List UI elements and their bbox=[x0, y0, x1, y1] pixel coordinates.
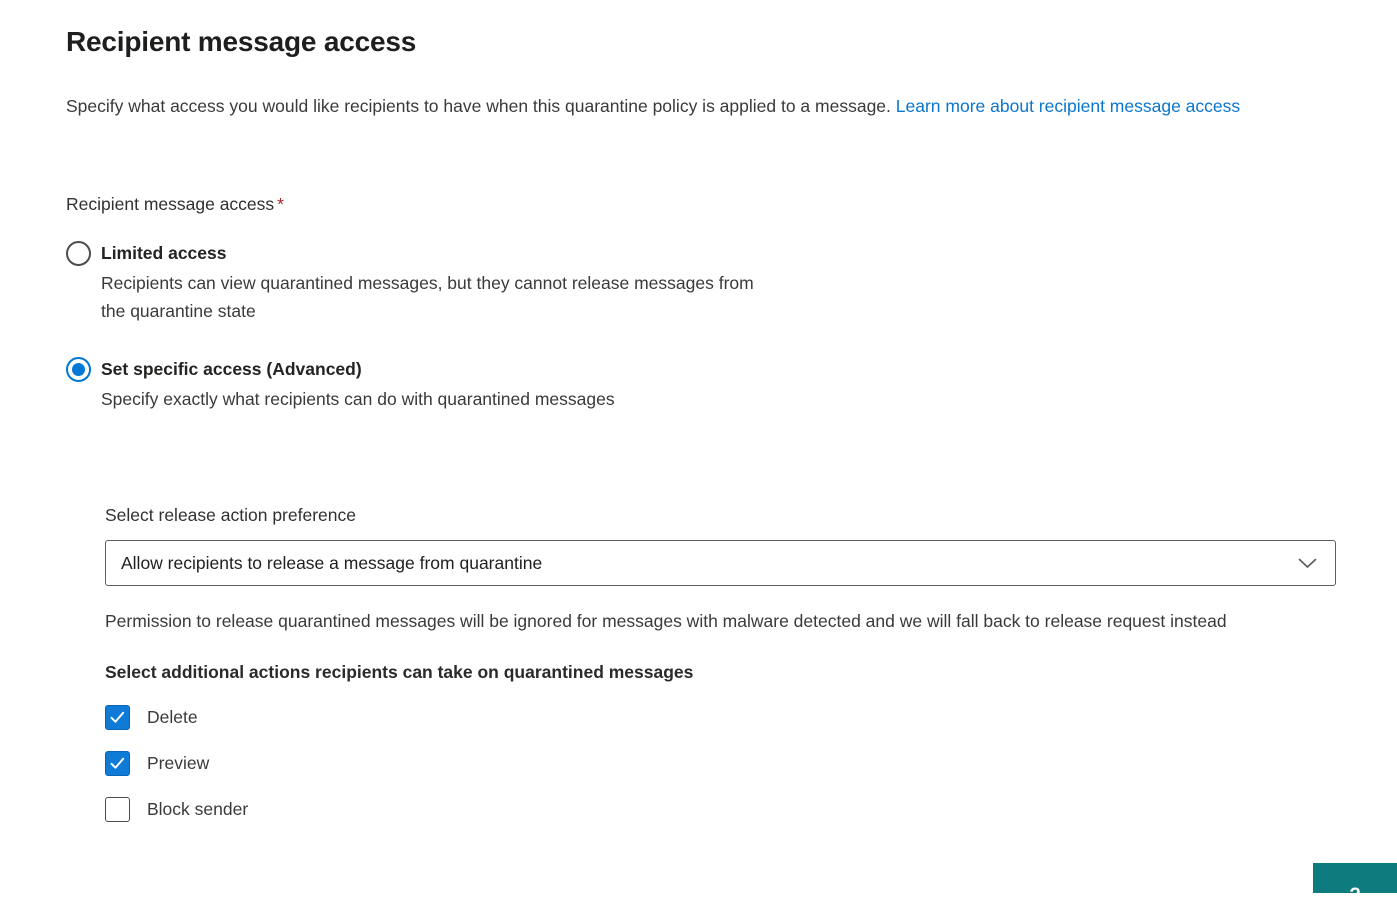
radio-option-set-specific-access[interactable] bbox=[66, 356, 1338, 413]
radio-option-title: Limited access bbox=[101, 243, 227, 263]
radio-option-description: Recipients can view quarantined messages, but they cannot release messages from the quarantine state bbox=[101, 273, 754, 321]
advanced-access-section bbox=[105, 503, 1338, 822]
chevron-down-icon bbox=[1298, 558, 1317, 569]
checkbox-label: Delete bbox=[147, 707, 198, 727]
question-icon: ? bbox=[1349, 885, 1361, 906]
radio-option-body bbox=[101, 240, 766, 325]
checkbox-row-block-sender[interactable] bbox=[105, 797, 1338, 822]
check-icon bbox=[110, 711, 125, 724]
checkbox-label: Preview bbox=[147, 753, 210, 773]
checkbox-label: Block sender bbox=[147, 799, 249, 819]
check-icon bbox=[110, 757, 125, 770]
radio-option-title: Set specific access (Advanced) bbox=[101, 359, 362, 379]
radio-button-icon[interactable] bbox=[66, 241, 91, 266]
radio-dot bbox=[72, 363, 85, 376]
access-field-label-text: Recipient message access bbox=[66, 194, 275, 214]
radio-option-limited-access[interactable] bbox=[66, 240, 1338, 325]
dropdown-selected-value: Allow recipients to release a message from quarantine bbox=[121, 552, 543, 573]
description-text: Specify what access you would like recipients to have when this quarantine policy is applied to a message. bbox=[66, 96, 891, 116]
checkbox-row-preview[interactable] bbox=[105, 751, 1338, 776]
checkbox-icon[interactable] bbox=[105, 797, 130, 822]
help-button[interactable] bbox=[1313, 863, 1397, 906]
learn-more-link[interactable]: Learn more about recipient message access bbox=[895, 96, 1241, 116]
page-title: Recipient message access bbox=[66, 26, 417, 57]
radio-option-body bbox=[101, 356, 615, 413]
release-permission-note: Permission to release quarantined messages will be ignored for messages with malware detected and we will fall back to release request instead bbox=[105, 611, 1227, 631]
page-description bbox=[66, 92, 1338, 120]
radio-button-icon[interactable] bbox=[66, 357, 91, 382]
checkbox-icon[interactable] bbox=[105, 705, 130, 730]
additional-actions-label: Select additional actions recipients can take on quarantined messages bbox=[105, 662, 694, 682]
access-field-label bbox=[66, 192, 1338, 216]
required-asterisk: * bbox=[277, 194, 284, 214]
release-action-dropdown[interactable] bbox=[105, 540, 1336, 586]
release-action-label: Select release action preference bbox=[105, 505, 356, 525]
checkbox-row-delete[interactable] bbox=[105, 705, 1338, 730]
checkbox-icon[interactable] bbox=[105, 751, 130, 776]
radio-option-description: Specify exactly what recipients can do with quarantined messages bbox=[101, 389, 615, 409]
page-content bbox=[66, 26, 1338, 822]
